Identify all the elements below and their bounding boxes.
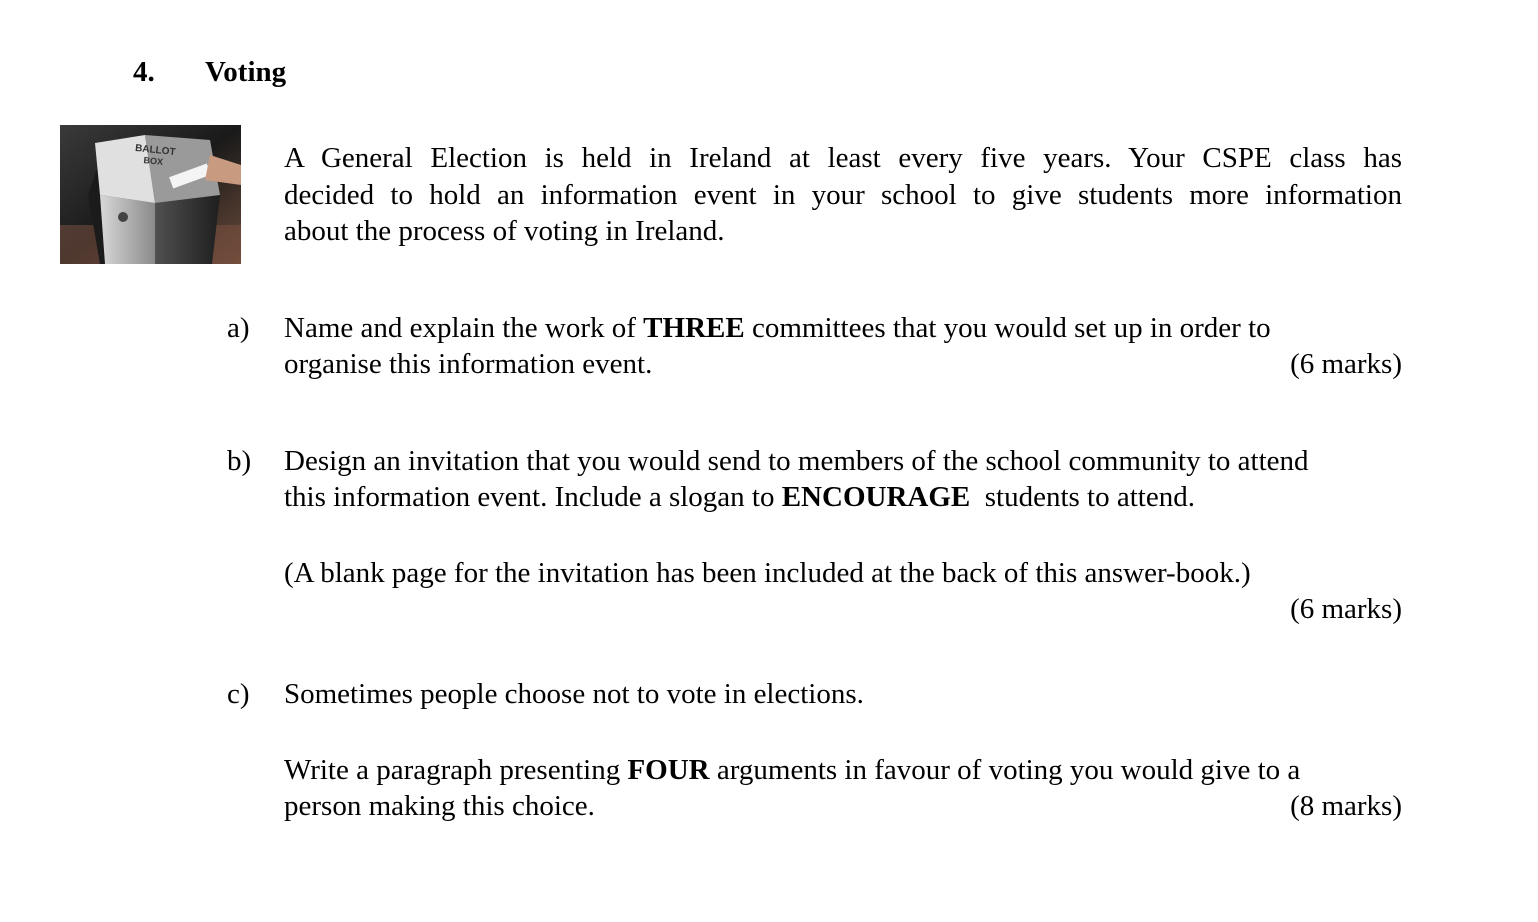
part-a-line-1: Name and explain the work of THREE committees that you would set up in order to — [284, 312, 1271, 344]
part-c-line-3: person making this choice. — [284, 790, 595, 822]
intro-line-1: A General Election is held in Ireland at least every five years. Your CSPE class has — [284, 142, 1402, 174]
part-c-line-2: Write a paragraph presenting FOUR arguments in favour of voting you would give to a — [284, 754, 1301, 786]
part-b-label: b) — [227, 445, 252, 477]
question-title: Voting — [205, 56, 287, 88]
ballot-label-line1: BALLOT — [134, 142, 176, 159]
part-b-line-2: this information event. Include a slogan to ENCOURAGE students to attend. — [284, 481, 1195, 513]
part-a-line-2: organise this information event. — [284, 348, 653, 380]
ballot-box-image — [60, 125, 241, 264]
intro-line-3: about the process of voting in Ireland. — [284, 215, 725, 247]
ballot-label-line2: BOX — [143, 155, 164, 168]
part-b-note: (A blank page for the invitation has been included at the back of this answer-book.) — [284, 557, 1251, 589]
question-number: 4. — [133, 56, 155, 88]
part-a-emphasis: THREE — [643, 312, 745, 344]
part-c-line-1: Sometimes people choose not to vote in elections. — [284, 678, 864, 710]
part-c-label: c) — [227, 678, 250, 710]
intro-paragraph — [284, 140, 1402, 250]
part-c-marks: (8 marks) — [1290, 790, 1402, 822]
intro-line-2: decided to hold an information event in your school to give students more information — [284, 178, 1402, 211]
part-b-marks: (6 marks) — [1290, 593, 1402, 625]
part-b-line-1: Design an invitation that you would send to members of the school community to attend — [284, 445, 1309, 477]
part-a-marks: (6 marks) — [1290, 348, 1402, 380]
part-a-label: a) — [227, 312, 250, 344]
part-b-emphasis: ENCOURAGE — [781, 481, 971, 513]
part-c-emphasis: FOUR — [627, 754, 710, 786]
